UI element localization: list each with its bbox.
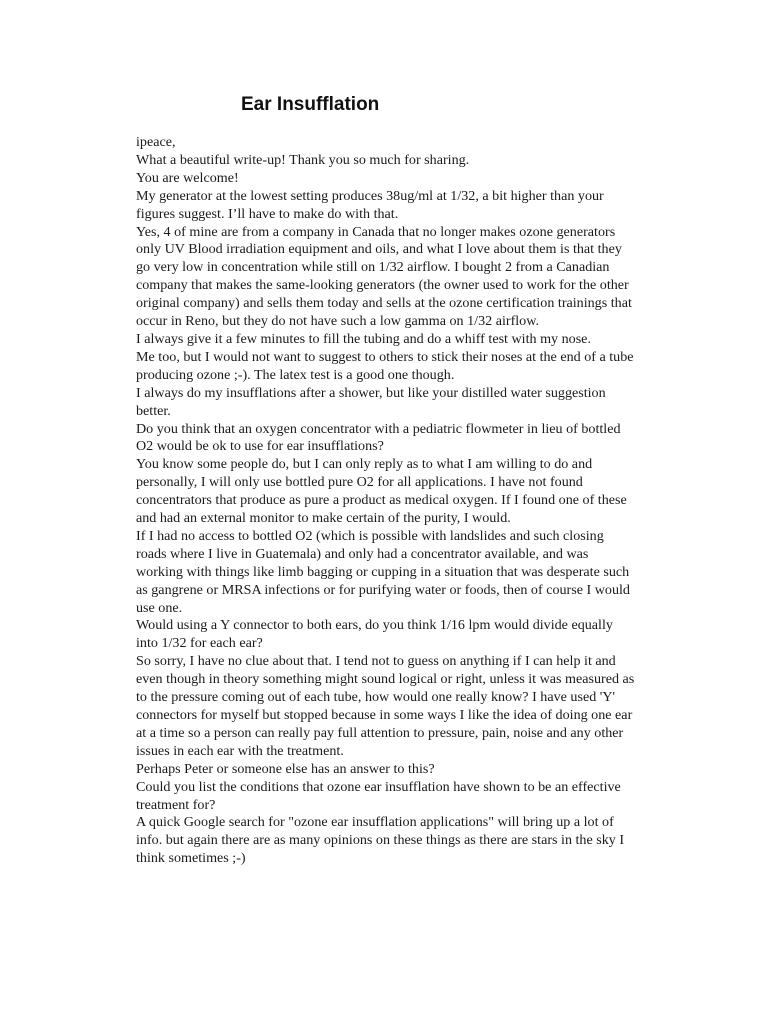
paragraph: Could you list the conditions that ozone ear insufflation have shown to be an effective treatment for?: [136, 778, 621, 813]
paragraph: Yes, 4 of mine are from a company in Canada that no longer makes ozone generators only UV Blood irradiation equipment and oils, and what I love about them is that they go very low in concentration while still on 1/32 airflow. I bought 2 from a Canadian company that makes the same-looking generators (the owner used to work for the other original company) and sells them today and sells at the ozone certification trainings that occur in Reno, but they do not have such a low gamma on 1/32 airflow.: [136, 223, 632, 330]
paragraph: Perhaps Peter or someone else has an answer to this?: [136, 760, 435, 777]
paragraph: A quick Google search for "ozone ear insufflation applications" will bring up a lot of info. but again there are as many opinions on these things as there are stars in the sky I think sometimes ;-): [136, 814, 625, 867]
paragraph: Me too, but I would not want to suggest to others to stick their noses at the end of a tube producing ozone ;-). The latex test is a good one though.: [136, 348, 634, 383]
document-body: [136, 134, 636, 868]
paragraph: I always do my insufflations after a shower, but like your distilled water suggestion better.: [136, 384, 606, 419]
paragraph: My generator at the lowest setting produces 38ug/ml at 1/32, a bit higher than your figures suggest. I’ll have to make do with that.: [136, 187, 604, 222]
paragraph: If I had no access to bottled O2 (which is possible with landslides and such closing roads where I live in Guatemala) and only had a concentrator available, and was working with things like limb bagging or cupping in a situation that was desperate such as gangrene or MRSA infections or for purifying water or foods, then of course I would use one.: [136, 527, 630, 616]
paragraph: So sorry, I have no clue about that. I tend not to guess on anything if I can help it and even though in theory something might sound logical or right, unless it was measured as to the pressure coming out of each tube, how would one really know? I have used 'Y' connectors for myself but stopped because in some ways I like the idea of doing one ear at a time so a person can really pay full attention to pressure, pain, noise and any other issues in each ear with the treatment.: [136, 653, 635, 759]
paragraph: Would using a Y connector to both ears, do you think 1/16 lpm would divide equally into 1/32 for each ear?: [136, 617, 613, 652]
paragraph: Do you think that an oxygen concentrator with a pediatric flowmeter in lieu of bottled O2 would be ok to use for ear insufflations?: [136, 420, 621, 455]
paragraph: What a beautiful write-up! Thank you so much for sharing.: [136, 151, 470, 168]
paragraph: ipeace,: [136, 134, 176, 150]
paragraph: You are welcome!: [136, 169, 239, 186]
paragraph: I always give it a few minutes to fill the tubing and do a whiff test with my nose.: [136, 330, 591, 347]
paragraph: You know some people do, but I can only reply as to what I am willing to do and personally, I will only use bottled pure O2 for all applications. I have not found concentrators that produce as pure a product as medical oxygen. If I found one of these and had an external monitor to make certain of the purity, I would.: [136, 456, 627, 527]
page-title: Ear Insufflation: [241, 94, 380, 115]
